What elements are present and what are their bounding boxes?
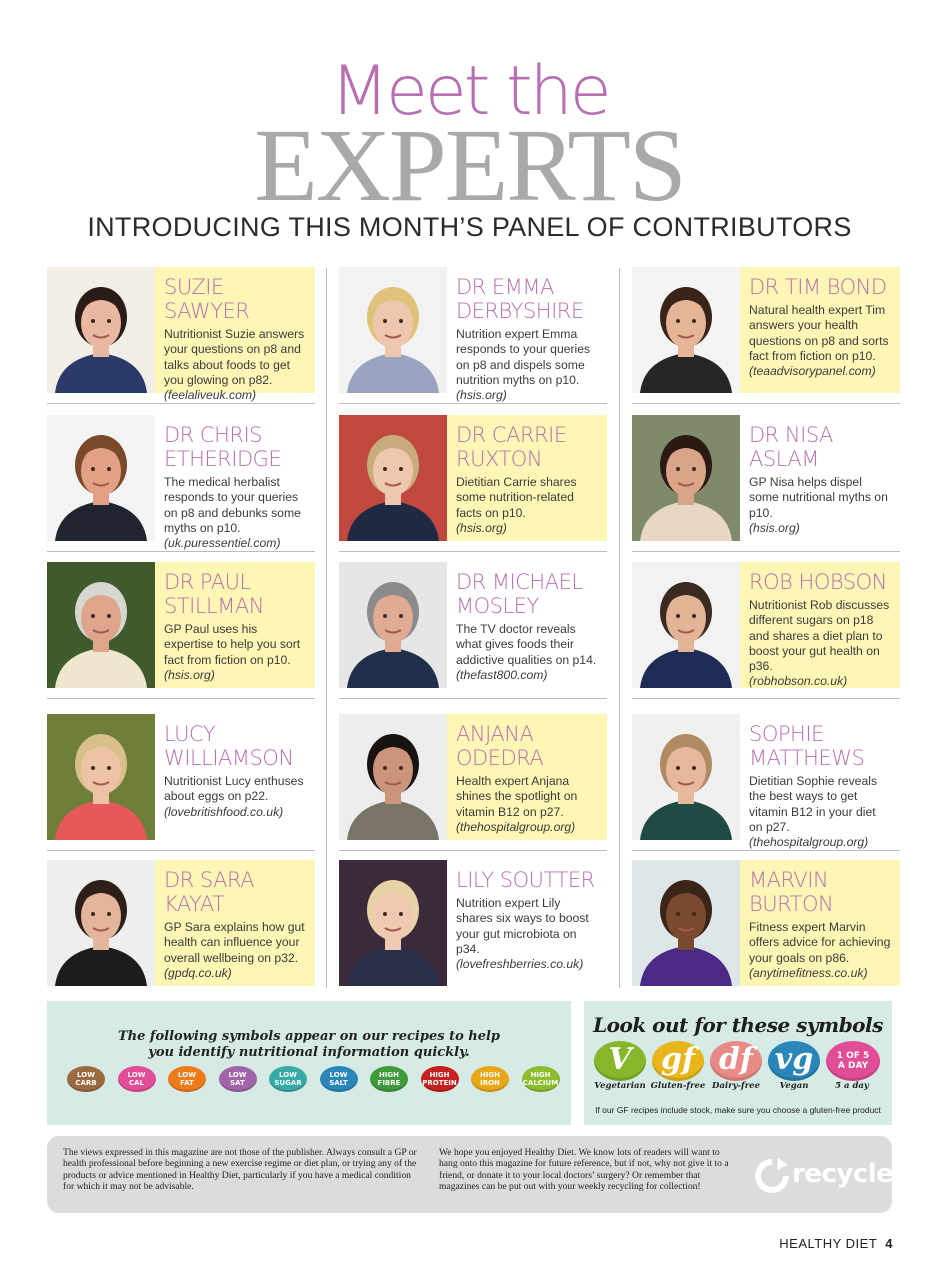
expert-card — [47, 267, 315, 403]
expert-card — [339, 714, 607, 840]
expert-description: Dietitian Carrie shares some nutrition-related facts on p10. — [456, 475, 577, 520]
expert-website: (hsis.org) — [456, 520, 507, 535]
badge-line1: HIGH — [530, 1071, 551, 1079]
expert-photo — [632, 714, 740, 840]
badge-line2: PROTEIN — [422, 1079, 457, 1087]
portrait-icon — [47, 267, 155, 393]
expert-photo — [632, 562, 740, 688]
portrait-icon — [47, 415, 155, 541]
row-divider — [632, 403, 900, 404]
row-divider — [339, 551, 607, 552]
expert-name: DR EMMA DERBYSHIRE — [456, 275, 584, 323]
expert-card — [339, 562, 607, 688]
expert-description: GP Sara explains how gut health can influence your overall wellbeing on p32. — [164, 920, 305, 965]
expert-photo — [339, 860, 447, 986]
row-divider — [632, 551, 900, 552]
expert-website: (uk.puressentiel.com) — [164, 536, 281, 551]
expert-photo — [632, 860, 740, 986]
expert-text — [447, 562, 607, 688]
portrait-icon — [632, 267, 740, 393]
expert-text — [740, 860, 900, 986]
expert-card — [632, 415, 900, 541]
portrait-icon — [339, 415, 447, 541]
expert-photo — [47, 415, 155, 541]
expert-photo — [339, 415, 447, 541]
expert-website: (anytimefitness.co.uk) — [749, 965, 868, 980]
recycle-icon — [752, 1156, 792, 1196]
expert-card — [339, 415, 607, 541]
expert-text — [447, 415, 607, 541]
nutrition-symbols-panel — [47, 1001, 571, 1125]
nutrition-badge — [522, 1066, 560, 1092]
row-divider — [47, 403, 315, 404]
row-divider — [47, 850, 315, 851]
badge-line2: FAT — [180, 1079, 194, 1087]
expert-description: Health expert Anjana shines the spotlight on vitamin B12 on p27. — [456, 774, 578, 819]
page-footer — [779, 1236, 893, 1251]
expert-card — [339, 267, 607, 403]
expert-name: LILY SOUTTER — [456, 868, 595, 892]
recycle-logo — [752, 1156, 894, 1196]
expert-description: Nutritionist Rob discusses different sugars on p18 and shares a diet plan to boost your gut health on p36. — [749, 598, 890, 674]
expert-description: Nutritionist Suzie answers your questions on p8 and talks about foods to get you glowing on p82. — [164, 327, 305, 387]
badge-line1: HIGH — [378, 1071, 400, 1079]
badge-line2: CARB — [75, 1079, 97, 1087]
portrait-icon — [47, 860, 155, 986]
expert-description: GP Nisa helps dispel some nutritional myths on p10. — [749, 475, 888, 520]
portrait-icon — [339, 860, 447, 986]
badge-line1: HIGH — [479, 1071, 501, 1079]
nutrition-badge — [370, 1066, 408, 1092]
expert-card — [339, 860, 607, 986]
column-divider — [619, 268, 620, 988]
portrait-icon — [47, 714, 155, 840]
expert-website: (hsis.org) — [164, 667, 215, 682]
diet-symbol-label: Dairy-free — [711, 1081, 760, 1091]
nutrition-badge — [320, 1066, 358, 1092]
expert-photo — [47, 267, 155, 393]
portrait-icon — [339, 267, 447, 393]
nutrition-badge — [67, 1066, 105, 1092]
nutrition-badge — [471, 1066, 509, 1092]
badge-line1: LOW — [279, 1071, 297, 1079]
expert-name: DR SARA KAYAT — [164, 868, 255, 916]
expert-name: MARVIN BURTON — [749, 868, 834, 916]
badge-line2: SUGAR — [274, 1079, 302, 1087]
expert-name: DR CHRIS ETHERIDGE — [164, 423, 282, 471]
badge-line1: LOW — [178, 1071, 196, 1079]
expert-text — [740, 267, 900, 393]
expert-name: ANJANA ODEDRA — [456, 722, 544, 770]
diet-symbol-label: 5 a day — [835, 1081, 869, 1091]
gluten-free-note: If our GF recipes include stock, make sure you choose a gluten-free product — [595, 1105, 881, 1115]
expert-name: DR CARRIE RUXTON — [456, 423, 567, 471]
expert-text — [155, 562, 315, 688]
symbols-caption: The following symbols appear on our recipes to help you identify nutritional information quickly. — [117, 1029, 501, 1060]
expert-card — [632, 267, 900, 393]
expert-description: Nutrition expert Lily shares six ways to boost your gut microbiota on p34. — [456, 896, 589, 956]
expert-website: (hsis.org) — [456, 388, 507, 403]
portrait-icon — [632, 860, 740, 986]
badge-line1: LOW — [77, 1071, 95, 1079]
expert-text — [740, 562, 900, 688]
expert-description: Nutrition expert Emma responds to your queries on p8 and dispels some nutrition myths on p10. — [456, 327, 591, 387]
expert-website: (hsis.org) — [749, 520, 800, 535]
expert-text — [740, 415, 900, 541]
recycle-label: recycle — [792, 1159, 894, 1189]
expert-website: (gpdq.co.uk) — [164, 965, 232, 980]
expert-name: DR MICHAEL MOSLEY — [456, 570, 583, 618]
badge-line2: SAT — [230, 1079, 245, 1087]
expert-photo — [339, 714, 447, 840]
expert-description: The TV doctor reveals what gives foods their addictive qualities on p14. — [456, 622, 597, 667]
nutrition-badge — [118, 1066, 156, 1092]
badge-line2: CAL — [128, 1079, 144, 1087]
expert-website: (teaadvisorypanel.com) — [749, 364, 876, 379]
expert-text — [740, 714, 900, 850]
nutrition-badge — [219, 1066, 257, 1092]
expert-website: (thefast800.com) — [456, 667, 548, 682]
expert-description: The medical herbalist responds to your queries on p8 and debunks some myths on p10. — [164, 475, 301, 535]
expert-text — [155, 415, 315, 551]
expert-card — [632, 714, 900, 850]
expert-photo — [339, 562, 447, 688]
diet-symbol: 1 OF 5 A DAY — [826, 1041, 880, 1081]
badge-line1: LOW — [127, 1071, 146, 1079]
expert-photo — [47, 714, 155, 840]
expert-description: Natural health expert Tim answers your health questions on p8 and sorts fact from fiction on p10. — [749, 303, 889, 363]
title-meet-the: Meet the — [330, 52, 609, 131]
diet-symbol: gf — [652, 1041, 704, 1081]
row-divider — [339, 403, 607, 404]
expert-name: SUZIE SAWYER — [164, 275, 250, 323]
portrait-icon — [632, 562, 740, 688]
badge-line2: IRON — [480, 1079, 500, 1087]
expert-card — [47, 860, 315, 986]
row-divider — [47, 551, 315, 552]
diet-symbol: vg — [768, 1041, 820, 1081]
expert-website: (feelaliveuk.com) — [164, 388, 257, 403]
expert-description: Nutritionist Lucy enthuses about eggs on p22. — [164, 774, 304, 804]
nutrition-badge — [269, 1066, 307, 1092]
title-experts: EXPERTS — [254, 108, 685, 223]
badge-line1: HIGH — [429, 1071, 450, 1079]
expert-photo — [632, 267, 740, 393]
portrait-icon — [339, 714, 447, 840]
expert-website: (thehospitalgroup.org) — [749, 835, 869, 850]
row-divider — [47, 698, 315, 699]
expert-website: (lovefreshberries.co.uk) — [456, 957, 584, 972]
nutrition-badge — [168, 1066, 206, 1092]
expert-photo — [47, 860, 155, 986]
badge-line1: LOW — [228, 1071, 247, 1079]
expert-card — [47, 714, 315, 840]
disclaimer-left: The views expressed in this magazine are not those of the publisher. Always consult a GP or health professional before beginning a new exercise regime or diet plan, or trying any of the products or advice mentioned in Healthy Diet, particularly if you have a medical condition for which it may not be advisable. — [63, 1147, 417, 1193]
expert-text — [155, 714, 315, 840]
expert-text — [155, 860, 315, 986]
expert-name: DR NISA ASLAM — [749, 423, 833, 471]
expert-card — [47, 562, 315, 688]
expert-photo — [47, 562, 155, 688]
expert-card — [632, 562, 900, 688]
diet-symbol-label: Gluten-free — [650, 1081, 706, 1091]
expert-website: (thehospitalgroup.org) — [456, 819, 576, 834]
page-number: 4 — [885, 1236, 893, 1251]
row-divider — [339, 698, 607, 699]
diet-symbols-panel — [584, 1001, 892, 1125]
row-divider — [632, 850, 900, 851]
expert-name: ROB HOBSON — [749, 570, 887, 594]
disclaimer-right: We hope you enjoyed Healthy Diet. We know lots of readers will want to hang onto this magazine for future reference, but if not, why not give it to a friend, or donate it to your local doctors’ surgery? Or remember that magazines can be put out with your weekly recycling for collection! — [439, 1147, 729, 1193]
expert-description: Dietitian Sophie reveals the best ways to get vitamin B12 in your diet on p27. — [749, 774, 878, 834]
row-divider — [632, 698, 900, 699]
expert-description: GP Paul uses his expertise to help you sort fact from fiction on p10. — [164, 622, 301, 667]
diet-symbol: V — [594, 1041, 646, 1081]
expert-text — [447, 860, 607, 986]
disclaimer-box — [47, 1136, 892, 1213]
expert-name: LUCY WILLIAMSON — [164, 722, 294, 770]
expert-website: (lovebritishfood.co.uk) — [164, 804, 284, 819]
badge-line2: CALCIUM — [522, 1079, 559, 1087]
expert-name: DR TIM BOND — [749, 275, 887, 299]
expert-card — [47, 415, 315, 551]
expert-name: DR PAUL STILLMAN — [164, 570, 264, 618]
diet-symbol: df — [710, 1041, 762, 1081]
page-subtitle: INTRODUCING THIS MONTH’S PANEL OF CONTRIBUTORS — [87, 212, 852, 242]
badge-line2: FIBRE — [377, 1079, 401, 1087]
expert-photo — [632, 415, 740, 541]
column-divider — [326, 268, 327, 988]
expert-website: (robhobson.co.uk) — [749, 674, 848, 689]
diet-symbol-label: Vegetarian — [594, 1081, 646, 1091]
badge-line2: SALT — [329, 1079, 348, 1087]
expert-text — [447, 714, 607, 840]
look-out-title: Look out for these symbols — [593, 1013, 883, 1037]
expert-photo — [339, 267, 447, 393]
diet-symbol-label: Vegan — [779, 1081, 809, 1091]
badge-line1: LOW — [329, 1071, 348, 1079]
expert-description: Fitness expert Marvin offers advice for achieving your goals on p86. — [749, 920, 891, 965]
row-divider — [339, 850, 607, 851]
expert-name: SOPHIE MATTHEWS — [749, 722, 865, 770]
nutrition-badge — [421, 1066, 459, 1092]
magazine-name: HEALTHY DIET — [779, 1236, 878, 1251]
expert-card — [632, 860, 900, 986]
portrait-icon — [632, 415, 740, 541]
expert-text — [447, 267, 607, 403]
portrait-icon — [632, 714, 740, 840]
expert-text — [155, 267, 315, 403]
portrait-icon — [47, 562, 155, 688]
portrait-icon — [339, 562, 447, 688]
